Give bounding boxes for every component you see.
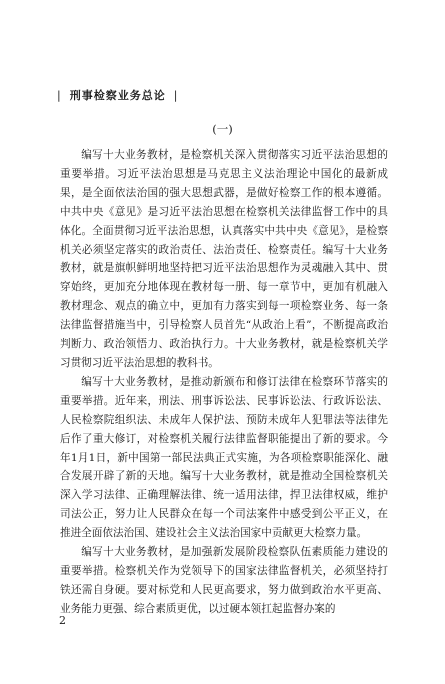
header-bar-right: | xyxy=(173,88,179,102)
paragraph: 编写十大业务教材，是加强新发展阶段检察队伍素质能力建设的重要举措。检察机关作为党领导下的国家法律监督机关，必须坚持打铁还需自身硬。要对标党和人民更高要求，努力做到政治水平更高、业务能力更强、综合素质更优，以过硬本领扛起监督办案的 xyxy=(60,546,388,615)
header-bar-left: | xyxy=(57,88,62,102)
running-header xyxy=(57,87,178,103)
page-number: 2 xyxy=(59,614,66,627)
header-title: 刑事检察业务总论 xyxy=(69,89,166,102)
section-number: (一) xyxy=(212,122,233,136)
body-text xyxy=(60,146,388,619)
paragraph: 编写十大业务教材，是推动新颁布和修订法律在检察环节落实的重要举措。近年来，刑法、刑事诉讼法、民事诉讼法、行政诉讼法、人民检察院组织法、未成年人保护法、预防未成年人犯罪法等法律先后作了重大修订，对检察机关履行法律监督职能提出了新的要求。今年1月1日，新中国第一部民法典正式实施，为各项检察职能深化、融合发展开辟了新的天地。编写十大业务教材，就是推动全国检察机关深入学习法律、正确理解法律、统一适用法律，捍卫法律权威，维护司法公正，努力让人民群众在每一个司法案件中感受到公平正义，在推进全面依法治国、建设社会主义法治国家中贡献更大检察力量。 xyxy=(60,375,388,540)
paragraph: 编写十大业务教材，是检察机关深入贯彻落实习近平法治思想的重要举措。习近平法治思想是马克思主义法治理论中国化的最新成果，是全面依法治国的强大思想武器，是做好检察工作的根本遵循。中共中央《意见》是习近平法治思想在检察机关法律监督工作中的具体化。全面贯彻习近平法治思想，认真落实中共中央《意见》，是检察机关必须坚定落实的政治责任、法治责任、检察责任。编写十大业务教材，就是旗帜鲜明地坚持把习近平法治思想作为灵魂融入其中、贯穿始终，更加充分地体现在教材每一册、每一章节中，更加有机融入教材理念、观点的确立中，更加有力落实到每一项检察业务、每一条法律监督措施当中，引导检察人员首先“从政治上看”，不断提高政治判断力、政治领悟力、政治执行力。十大业务教材，就是检察机关学习贯彻习近平法治思想的教科书。 xyxy=(60,149,388,369)
